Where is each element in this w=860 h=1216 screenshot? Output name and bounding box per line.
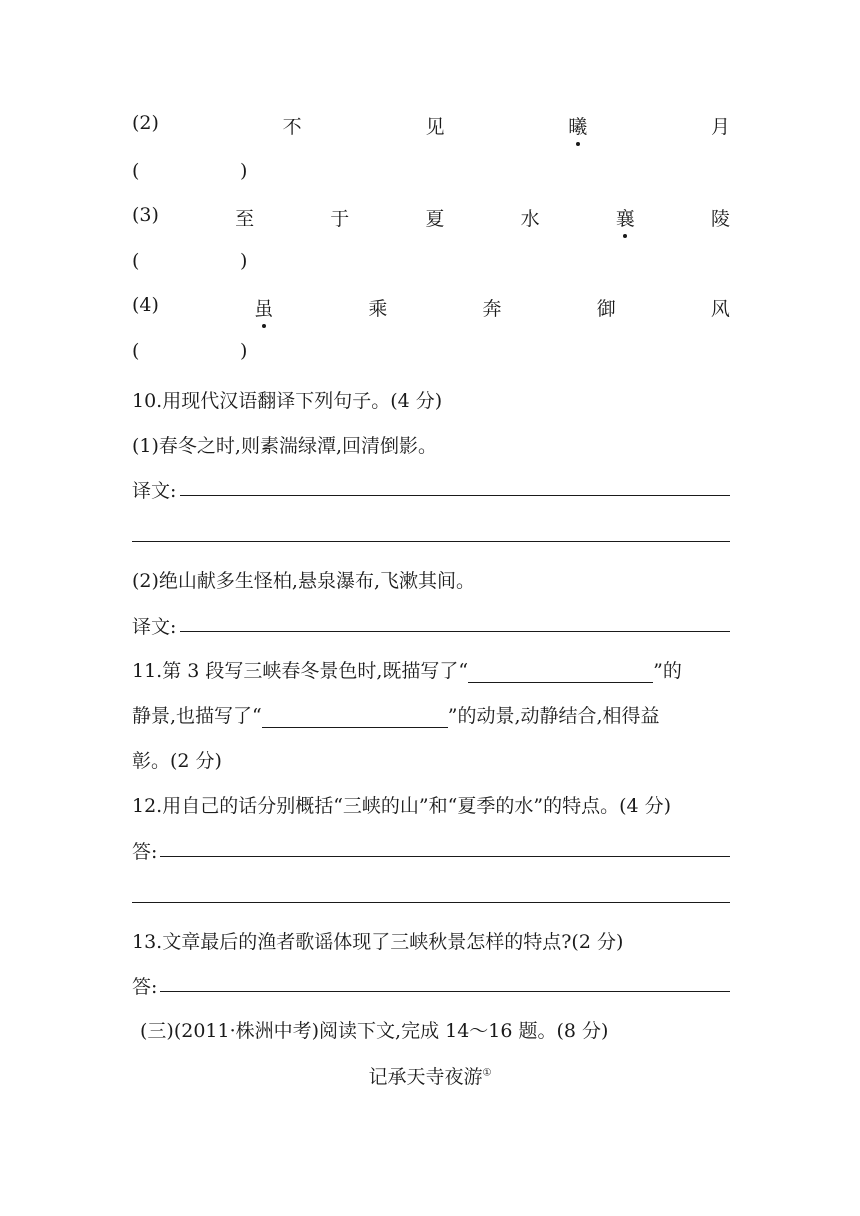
q9-item-4 <box>132 294 730 321</box>
char: 于 <box>330 208 350 230</box>
char: 至 <box>235 208 255 230</box>
q9-item-2 <box>132 112 730 139</box>
answer-paren-open: ( <box>132 340 140 362</box>
answer-line[interactable] <box>132 541 730 542</box>
char: 奔 <box>482 298 502 320</box>
article-title-text: 记承天寺夜游 <box>368 1066 483 1088</box>
char: 见 <box>425 116 445 138</box>
answer-paren-close: ) <box>240 250 248 272</box>
char: 陵 <box>710 208 730 230</box>
char: 风 <box>710 298 730 320</box>
answer-paren-open: ( <box>132 160 140 182</box>
translation-label: 译文: <box>132 616 177 638</box>
char-emphasized: 虽 <box>254 294 273 321</box>
q9-item-3 <box>132 204 730 231</box>
answer-paren-close: ) <box>240 340 248 362</box>
answer-line[interactable] <box>180 495 730 496</box>
item-number: (2) <box>132 112 159 134</box>
section-3-intro: (三)(2011·株洲中考)阅读下文,完成 14～16 题。(8 分) <box>140 1020 609 1042</box>
char: 水 <box>520 208 540 230</box>
q11-line-1 <box>132 656 730 683</box>
fill-blank[interactable] <box>262 705 448 728</box>
char-emphasized: 襄 <box>616 204 635 231</box>
answer-line[interactable] <box>160 856 730 857</box>
fill-blank[interactable] <box>468 660 653 683</box>
q10-sentence-1: (1)春冬之时,则素湍绿潭,回清倒影。 <box>132 435 437 457</box>
char: 不 <box>282 116 302 138</box>
article-title <box>0 1062 860 1089</box>
q10-title: 10.用现代汉语翻译下列句子。(4 分) <box>132 390 443 412</box>
char-emphasized: 曦 <box>568 112 587 139</box>
answer-label: 答: <box>132 976 158 998</box>
answer-paren-close: ) <box>240 160 248 182</box>
answer-line[interactable] <box>160 991 730 992</box>
q11-line-2 <box>132 701 730 728</box>
answer-label: 答: <box>132 841 158 863</box>
char: 月 <box>710 116 730 138</box>
item-number: (3) <box>132 204 159 226</box>
q11-text: ”的动景,动静结合,相得益 <box>447 705 660 727</box>
item-number: (4) <box>132 294 159 316</box>
q11-text: 11.第 3 段写三峡春冬景色时,既描写了“ <box>132 660 469 682</box>
char: 夏 <box>425 208 445 230</box>
translation-label: 译文: <box>132 480 177 502</box>
q11-text: 静景,也描写了“ <box>132 705 262 727</box>
q12-title: 12.用自己的话分别概括“三峡的山”和“夏季的水”的特点。(4 分) <box>132 795 672 817</box>
answer-line[interactable] <box>132 902 730 903</box>
q10-sentence-2: (2)绝山献多生怪柏,悬泉瀑布,飞漱其间。 <box>132 570 475 592</box>
footnote-mark: ① <box>482 1067 492 1079</box>
char: 乘 <box>368 298 388 320</box>
answer-paren-open: ( <box>132 250 140 272</box>
q11-text: ”的 <box>653 660 682 682</box>
q13-title: 13.文章最后的渔者歌谣体现了三峡秋景怎样的特点?(2 分) <box>132 931 624 953</box>
q11-line-3: 彰。(2 分) <box>132 750 222 772</box>
answer-line[interactable] <box>180 631 730 632</box>
char: 御 <box>596 298 616 320</box>
